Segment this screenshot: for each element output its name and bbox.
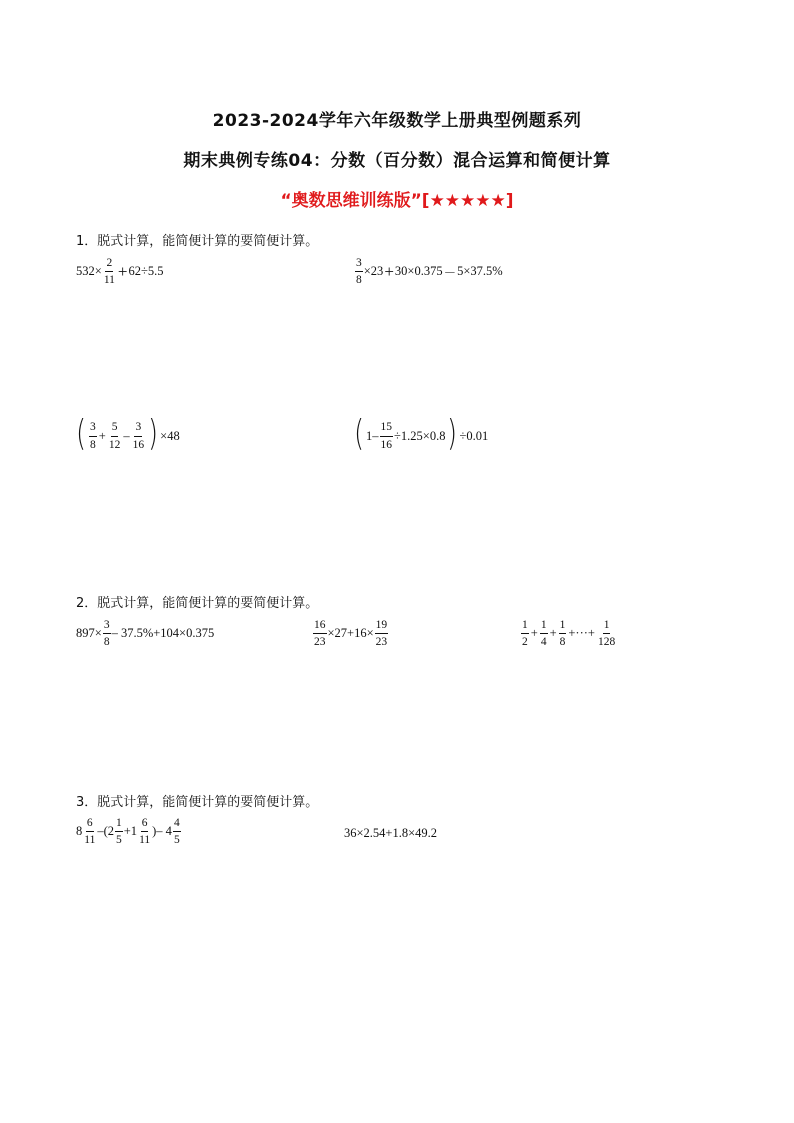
problem-1a: [76, 256, 163, 288]
denominator: 23: [314, 636, 326, 649]
problem-3a: [76, 816, 182, 848]
fraction: [355, 256, 363, 288]
expr-text: ÷1.25×0.8: [394, 428, 446, 443]
fraction: [380, 420, 394, 452]
fraction: [540, 618, 548, 650]
numerator: 1: [540, 618, 548, 634]
expr-text: – 37.5%+104×0.375: [111, 626, 215, 641]
numerator: 3: [134, 420, 142, 436]
numerator: 6: [141, 816, 149, 832]
operator: －: [443, 265, 457, 280]
denominator: 128: [597, 636, 616, 649]
fraction: [559, 618, 567, 650]
denominator: 8: [90, 438, 96, 451]
fraction: [138, 816, 151, 848]
denominator: 16: [132, 438, 145, 451]
expr-text: +1: [123, 824, 138, 839]
expr-text: ×23: [363, 264, 384, 279]
numerator: 1: [115, 816, 123, 832]
numerator: 5: [111, 420, 119, 436]
denominator: 8: [559, 636, 566, 649]
denominator: 5: [173, 834, 180, 847]
fraction: [132, 420, 146, 452]
denominator: 23: [375, 636, 388, 649]
fraction: [313, 618, 327, 650]
expr-text: 897×: [76, 626, 102, 641]
operator: +: [530, 626, 538, 641]
denominator: 12: [108, 438, 121, 451]
denominator: 16: [380, 438, 393, 451]
numerator: 19: [375, 618, 389, 634]
problem-2c: [520, 618, 617, 650]
expr-text: ×27+16×: [327, 626, 374, 641]
denominator: 11: [84, 834, 96, 847]
numerator: 1: [521, 618, 529, 634]
fraction: [89, 420, 97, 452]
numerator: 15: [380, 420, 394, 436]
expr-text: 1–: [366, 428, 379, 443]
numerator: 3: [103, 618, 111, 634]
expr-text: 36×2.54+1.8×49.2: [344, 826, 438, 840]
fraction: [597, 618, 616, 650]
operator: +: [117, 261, 128, 281]
denominator: 8: [356, 274, 362, 287]
problem-1c: [74, 413, 180, 454]
operator: +···+: [568, 626, 595, 641]
worksheet-subtitle: 期末典例专练04：分数（百分数）混合运算和简便计算: [183, 151, 611, 171]
numerator: 2: [105, 256, 113, 272]
section-2-heading: 2．脱式计算，能简便计算的要简便计算。: [76, 596, 319, 611]
right-paren: ): [447, 413, 458, 454]
numerator: 4: [173, 816, 181, 832]
whole-number: 8: [76, 824, 83, 839]
numerator: 1: [559, 618, 567, 634]
numerator: 1: [603, 618, 611, 634]
problem-2b: [312, 618, 389, 650]
fraction: [103, 256, 116, 288]
problem-2a: [76, 618, 214, 650]
left-paren: (: [76, 413, 86, 454]
expr-text: 62÷5.5: [128, 264, 164, 279]
fraction: [108, 420, 122, 452]
operator: +: [384, 261, 394, 281]
operator: +: [549, 626, 557, 641]
numerator: 6: [86, 816, 94, 832]
denominator: 11: [139, 834, 151, 847]
numerator: 16: [313, 618, 327, 634]
worksheet-title: 2023-2024学年六年级数学上册典型例题系列: [212, 111, 582, 131]
denominator: 8: [103, 636, 110, 649]
problem-1d: [352, 413, 489, 454]
difficulty-label: “奥数思维训练版”[★★★★★]: [280, 191, 514, 211]
fraction: [521, 618, 529, 650]
left-paren: (: [354, 413, 364, 454]
denominator: 11: [103, 274, 115, 287]
expr-text: ÷0.01: [459, 428, 489, 443]
fraction: [173, 816, 181, 848]
section-3-heading: 3．脱式计算，能简便计算的要简便计算。: [76, 795, 319, 810]
operator: +: [98, 428, 106, 443]
expr-text: ×48: [160, 428, 180, 443]
expr-text: –(2: [97, 824, 114, 839]
section-1-heading: 1．脱式计算，能简便计算的要简便计算。: [76, 234, 319, 249]
problem-1b: [354, 256, 503, 288]
expr-text: 5×37.5%: [457, 264, 503, 279]
fraction: [115, 816, 123, 848]
numerator: 3: [355, 256, 363, 272]
expr-text: )– 4: [152, 824, 172, 839]
denominator: 2: [522, 636, 528, 649]
right-paren: ): [148, 413, 159, 454]
expr-text: 30×0.375: [394, 264, 443, 279]
denominator: 5: [116, 834, 122, 847]
numerator: 3: [89, 420, 97, 436]
problem-3b: [344, 826, 437, 841]
operator: –: [123, 428, 130, 443]
expr-text: 532×: [76, 264, 102, 279]
fraction: [103, 618, 111, 650]
denominator: 4: [540, 636, 547, 649]
fraction: [375, 618, 389, 650]
fraction: [83, 816, 96, 848]
